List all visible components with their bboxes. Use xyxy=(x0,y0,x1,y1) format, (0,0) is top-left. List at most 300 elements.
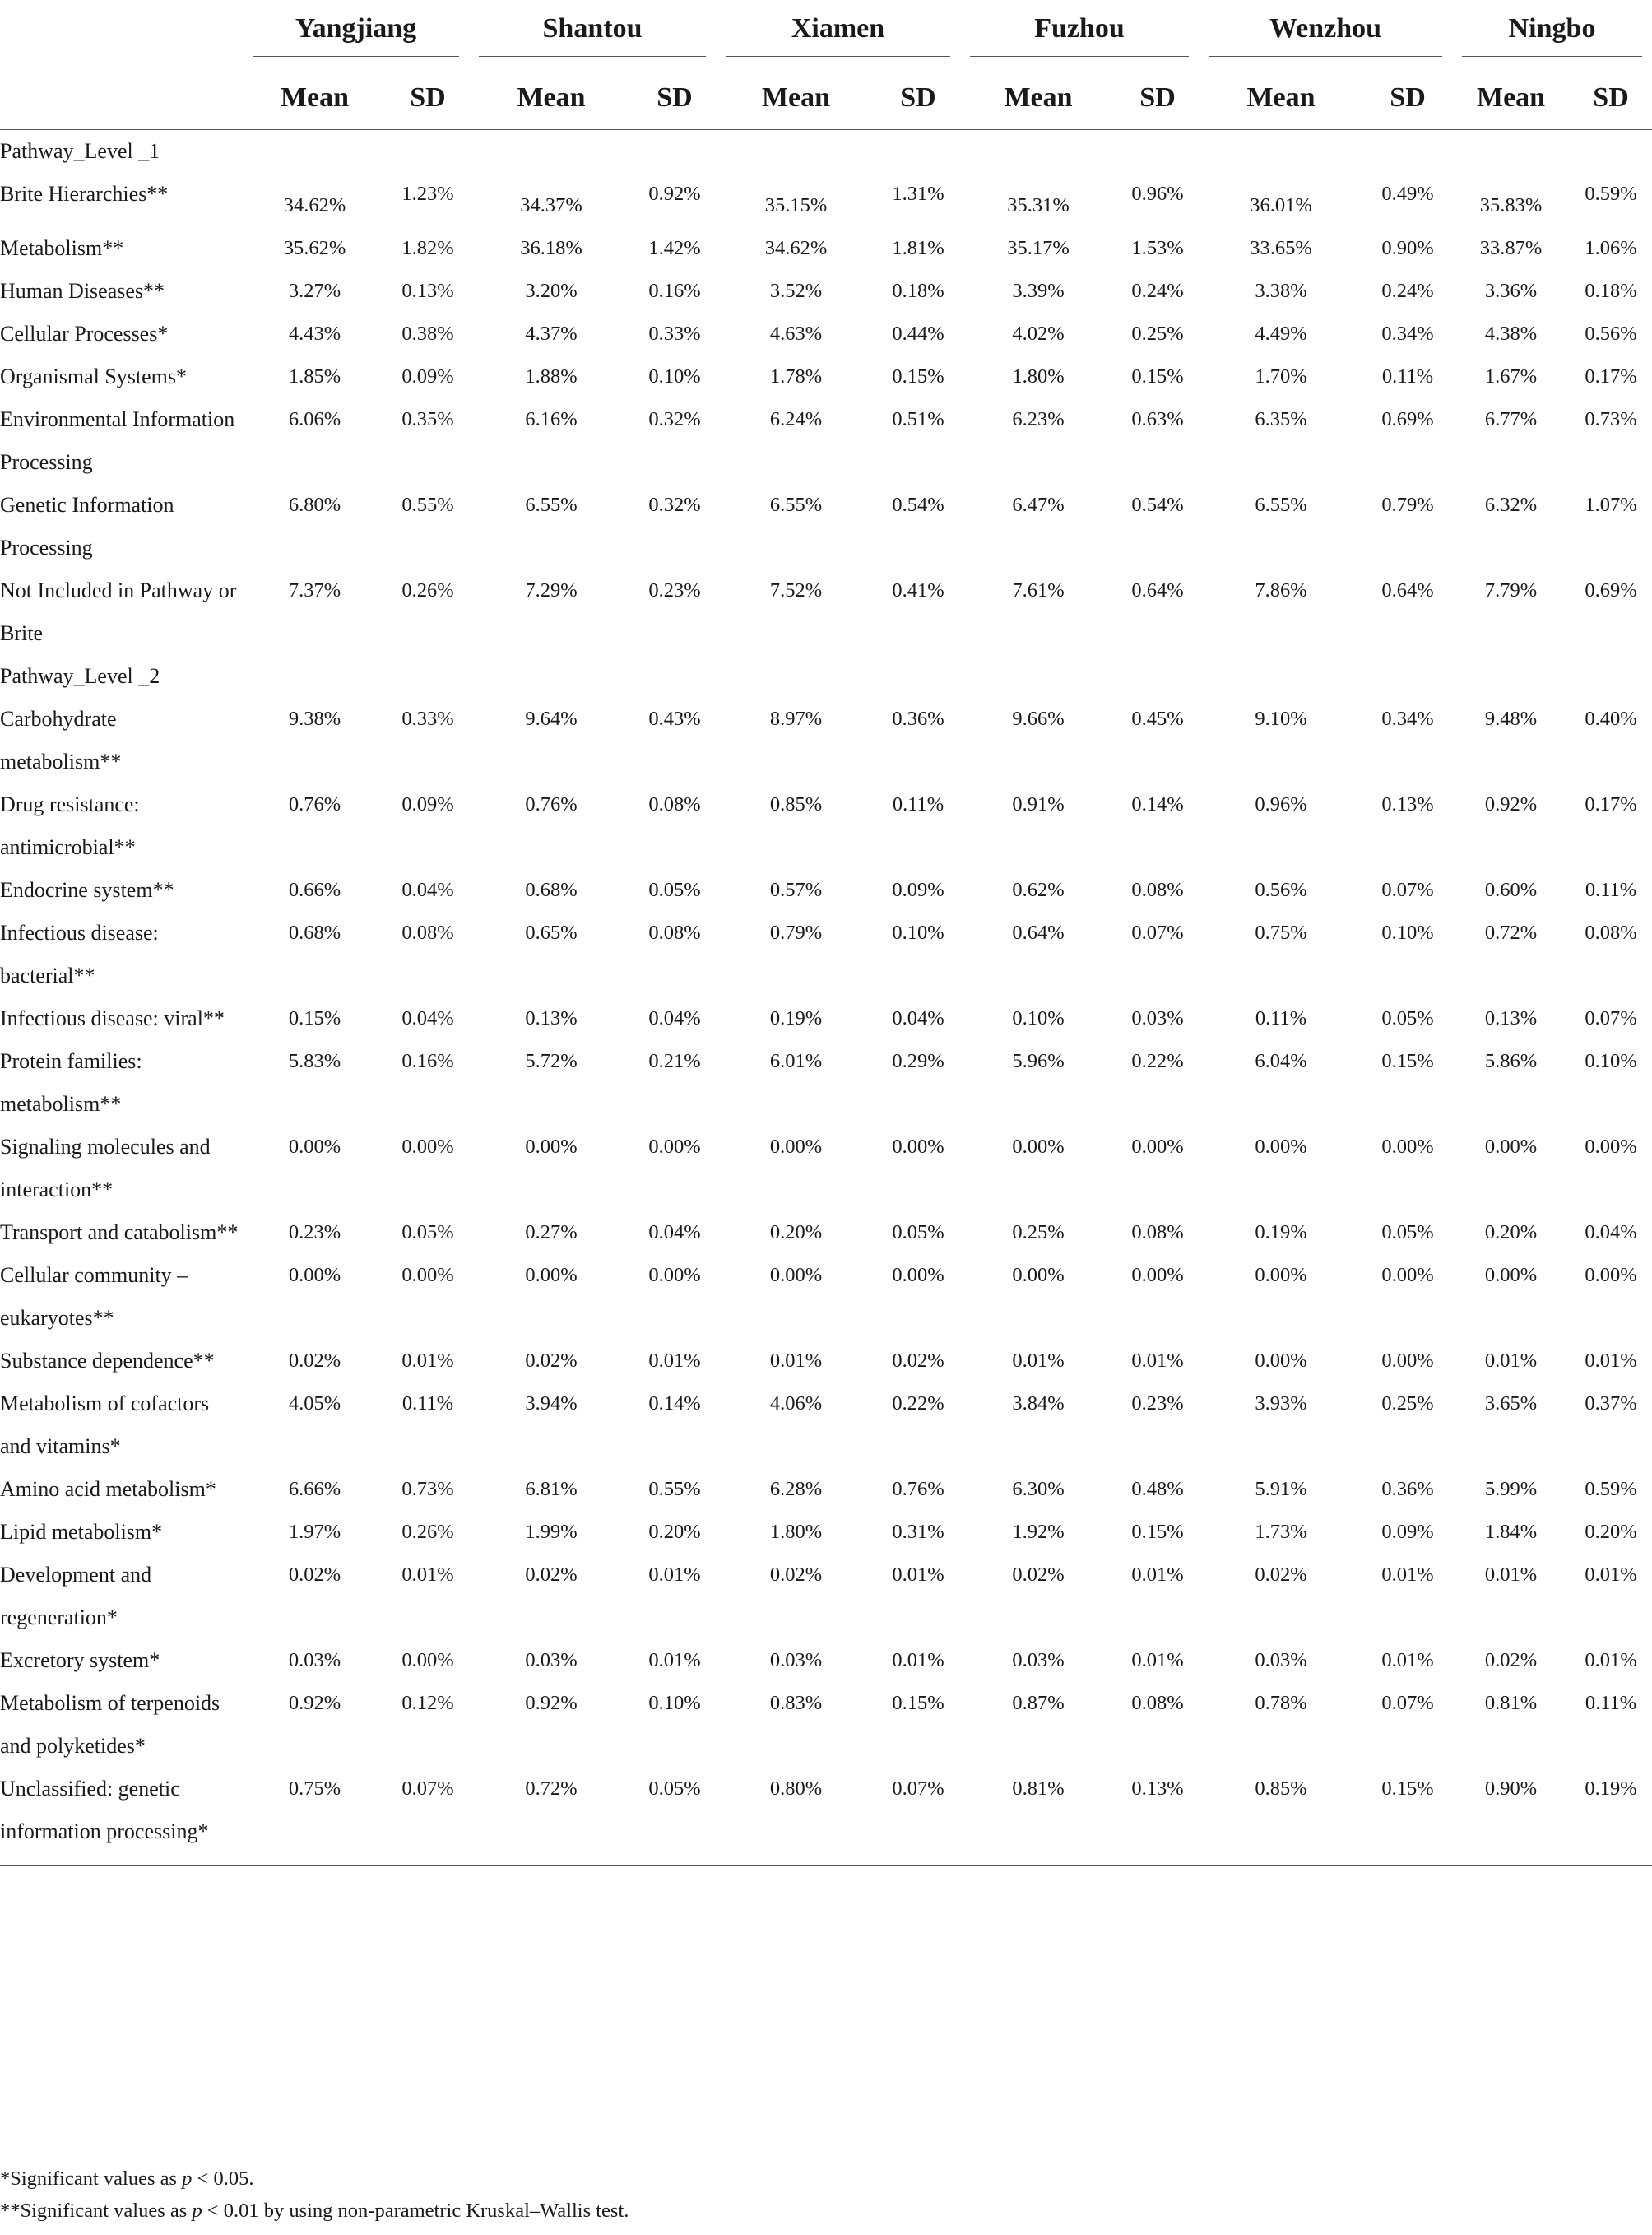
mean-value: 6.28% xyxy=(769,1478,823,1500)
mean-value: 35.17% xyxy=(1007,237,1070,259)
mean-value: 0.15% xyxy=(288,1007,341,1029)
mean-value: 4.06% xyxy=(769,1392,823,1415)
sd-value: 0.17% xyxy=(1585,365,1637,388)
sd-value: 0.07% xyxy=(892,1777,944,1800)
mean-value: 3.38% xyxy=(1255,280,1307,302)
table-row xyxy=(0,1040,1652,1126)
sd-value: 0.76% xyxy=(892,1478,944,1500)
mean-value: 4.05% xyxy=(288,1392,341,1415)
pathway-label: Development and regeneration* xyxy=(0,1563,152,1629)
sd-value: 0.04% xyxy=(892,1007,944,1029)
city-header xyxy=(243,0,469,66)
mean-value: 9.66% xyxy=(1012,708,1065,730)
mean-value: 1.97% xyxy=(288,1521,341,1543)
pathway-label: Drug resistance: antimicrobial** xyxy=(0,792,140,859)
sd-value: 0.15% xyxy=(892,1692,944,1714)
sd-value: 0.36% xyxy=(892,708,944,730)
sd-value: 1.31% xyxy=(892,183,944,205)
mean-value: 3.39% xyxy=(1012,280,1065,302)
mean-value: 0.00% xyxy=(1484,1264,1538,1286)
sd-value: 1.81% xyxy=(892,237,944,259)
pathway-label: Human Diseases** xyxy=(0,279,165,303)
sd-value: 0.01% xyxy=(892,1564,944,1586)
footnote-text: **Significant values as xyxy=(0,2200,193,2222)
mean-value: 5.86% xyxy=(1484,1050,1538,1072)
sd-value: 1.06% xyxy=(1585,237,1637,259)
mean-value: 0.85% xyxy=(1255,1777,1307,1800)
mean-value: 0.03% xyxy=(1255,1649,1307,1671)
sd-value: 0.35% xyxy=(401,408,454,430)
sd-value: 0.37% xyxy=(1585,1392,1637,1415)
sd-value: 0.51% xyxy=(892,408,944,430)
pathway-label: Genetic Information Processing xyxy=(0,493,174,560)
mean-value: 0.02% xyxy=(525,1350,578,1372)
pathway-label: Lipid metabolism* xyxy=(0,1520,163,1544)
sd-value: 0.18% xyxy=(1585,280,1637,302)
sd-value: 0.09% xyxy=(401,793,454,815)
mean-value: 0.20% xyxy=(1484,1221,1538,1243)
sd-header: SD xyxy=(1363,66,1452,130)
sd-value: 0.01% xyxy=(1131,1649,1184,1671)
sd-value: 0.01% xyxy=(1381,1649,1434,1671)
sd-value: 0.32% xyxy=(648,494,701,516)
sd-value: 0.07% xyxy=(1381,879,1434,901)
mean-value: 4.37% xyxy=(525,323,578,345)
sd-value: 0.73% xyxy=(1585,408,1637,430)
sd-value: 0.00% xyxy=(401,1264,454,1286)
mean-value: 0.57% xyxy=(769,879,823,901)
city-header xyxy=(1199,0,1452,66)
sd-value: 0.64% xyxy=(1131,579,1184,602)
mean-value: 0.64% xyxy=(1012,922,1065,944)
pathway-label: Infectious disease: bacterial** xyxy=(0,921,159,987)
sd-value: 0.01% xyxy=(892,1649,944,1671)
sd-value: 0.00% xyxy=(1131,1264,1184,1286)
pathway-label: Unclassified: genetic information processing* xyxy=(0,1777,209,1843)
table-row xyxy=(0,997,1652,1040)
empty-cell xyxy=(1452,130,1570,174)
mean-header: Mean xyxy=(960,66,1116,130)
mean-value: 4.38% xyxy=(1484,323,1538,345)
sd-value: 0.34% xyxy=(1381,708,1434,730)
sd-value: 0.08% xyxy=(1131,879,1184,901)
mean-sd-header-row xyxy=(0,66,1652,130)
mean-value: 0.62% xyxy=(1012,879,1065,901)
mean-value: 3.94% xyxy=(525,1392,578,1415)
sd-value: 0.22% xyxy=(1131,1050,1184,1072)
sd-value: 0.01% xyxy=(1585,1350,1637,1372)
mean-value: 1.80% xyxy=(1012,365,1065,388)
mean-value: 0.80% xyxy=(769,1777,823,1800)
sd-value: 0.26% xyxy=(401,1521,454,1543)
sd-value: 0.79% xyxy=(1381,494,1434,516)
mean-value: 1.70% xyxy=(1255,365,1307,388)
sd-value: 0.07% xyxy=(1131,922,1184,944)
mean-value: 0.60% xyxy=(1484,879,1538,901)
sd-value: 0.29% xyxy=(892,1050,944,1072)
sd-value: 0.41% xyxy=(892,579,944,602)
sd-value: 0.56% xyxy=(1585,323,1637,345)
mean-value: 6.55% xyxy=(1255,494,1307,516)
pathway-label: Cellular Processes* xyxy=(0,322,169,346)
mean-value: 0.02% xyxy=(288,1350,341,1372)
table-row xyxy=(0,783,1652,869)
mean-value: 0.00% xyxy=(1255,1264,1307,1286)
mean-value: 0.75% xyxy=(288,1777,341,1800)
mean-value: 0.02% xyxy=(769,1564,823,1586)
mean-value: 7.86% xyxy=(1255,579,1307,602)
mean-value: 5.83% xyxy=(288,1050,341,1072)
mean-value: 4.02% xyxy=(1012,323,1065,345)
sd-value: 0.07% xyxy=(1585,1007,1637,1029)
sd-value: 0.69% xyxy=(1585,579,1637,602)
sd-value: 0.00% xyxy=(1585,1136,1637,1158)
sd-value: 0.23% xyxy=(1131,1392,1184,1415)
mean-value: 3.65% xyxy=(1484,1392,1538,1415)
table-row xyxy=(0,1682,1652,1768)
footnote-p-symbol: p xyxy=(192,2200,202,2222)
empty-cell xyxy=(633,655,716,698)
corner-cell xyxy=(0,66,243,130)
sd-value: 0.90% xyxy=(1381,237,1434,259)
mean-value: 0.00% xyxy=(769,1264,823,1286)
mean-value: 0.90% xyxy=(1484,1777,1538,1800)
mean-value: 35.83% xyxy=(1479,194,1543,216)
empty-cell xyxy=(716,130,876,174)
sd-value: 0.49% xyxy=(1381,183,1434,205)
mean-value: 7.37% xyxy=(288,579,341,602)
mean-value: 6.16% xyxy=(525,408,578,430)
pathway-label: Amino acid metabolism* xyxy=(0,1477,216,1501)
sd-value: 0.00% xyxy=(648,1264,701,1286)
pathway-label: Endocrine system** xyxy=(0,878,174,902)
sd-value: 0.10% xyxy=(648,365,701,388)
sd-value: 0.00% xyxy=(648,1136,701,1158)
sd-value: 1.82% xyxy=(401,237,454,259)
mean-value: 5.96% xyxy=(1012,1050,1065,1072)
sd-value: 0.31% xyxy=(892,1521,944,1543)
sd-value: 0.00% xyxy=(1381,1350,1434,1372)
mean-value: 0.76% xyxy=(525,793,578,815)
table-row xyxy=(0,1768,1652,1866)
mean-value: 0.72% xyxy=(1484,922,1538,944)
mean-value: 0.23% xyxy=(288,1221,341,1243)
sd-value: 0.08% xyxy=(1131,1221,1184,1243)
sd-value: 0.20% xyxy=(1585,1521,1637,1543)
mean-header: Mean xyxy=(716,66,876,130)
sd-value: 0.15% xyxy=(1131,365,1184,388)
mean-value: 36.01% xyxy=(1250,194,1312,216)
sd-value: 0.02% xyxy=(892,1350,944,1372)
table-row xyxy=(0,1468,1652,1511)
city-header xyxy=(960,0,1199,66)
pathway-label: Metabolism** xyxy=(0,236,124,260)
footnote-p05 xyxy=(0,2163,629,2195)
sd-value: 0.09% xyxy=(892,879,944,901)
mean-value: 5.99% xyxy=(1484,1478,1538,1500)
sd-value: 0.01% xyxy=(1131,1564,1184,1586)
table-row xyxy=(0,313,1652,355)
sd-value: 0.63% xyxy=(1131,408,1184,430)
mean-value: 6.23% xyxy=(1012,408,1065,430)
mean-value: 0.00% xyxy=(1012,1136,1065,1158)
sd-value: 1.53% xyxy=(1131,237,1184,259)
mean-value: 6.35% xyxy=(1255,408,1307,430)
pathway-label: Substance dependence** xyxy=(0,1349,215,1373)
empty-cell xyxy=(1199,655,1363,698)
mean-value: 0.79% xyxy=(769,922,823,944)
sd-value: 0.04% xyxy=(1585,1221,1637,1243)
sd-value: 0.01% xyxy=(401,1564,454,1586)
sd-value: 0.12% xyxy=(401,1692,454,1714)
mean-value: 0.00% xyxy=(525,1264,578,1286)
mean-value: 33.65% xyxy=(1250,237,1312,259)
mean-value: 1.78% xyxy=(769,365,823,388)
mean-value: 3.84% xyxy=(1012,1392,1065,1415)
sd-value: 0.01% xyxy=(1585,1564,1637,1586)
mean-value: 0.56% xyxy=(1255,879,1307,901)
sd-value: 0.04% xyxy=(401,879,454,901)
sd-value: 0.19% xyxy=(1585,1777,1637,1800)
sd-value: 0.07% xyxy=(1381,1692,1434,1714)
mean-value: 0.78% xyxy=(1255,1692,1307,1714)
pathway-label: Protein families: metabolism** xyxy=(0,1049,142,1116)
mean-value: 6.66% xyxy=(288,1478,341,1500)
sd-value: 0.16% xyxy=(648,280,701,302)
mean-value: 7.29% xyxy=(525,579,578,602)
mean-value: 34.37% xyxy=(520,194,582,216)
mean-value: 1.88% xyxy=(525,365,578,388)
mean-value: 0.02% xyxy=(525,1564,578,1586)
table-row xyxy=(0,1382,1652,1468)
mean-value: 3.52% xyxy=(769,280,823,302)
mean-header: Mean xyxy=(243,66,387,130)
mean-value: 1.73% xyxy=(1255,1521,1307,1543)
pathway-label: Metabolism of cofactors and vitamins* xyxy=(0,1392,210,1458)
table-row xyxy=(0,355,1652,398)
pathway-label: Organismal Systems* xyxy=(0,365,188,388)
city-name: Ningbo xyxy=(1462,10,1642,57)
sd-value: 0.08% xyxy=(1131,1692,1184,1714)
sd-header: SD xyxy=(1570,66,1652,130)
section-title: Pathway_Level _2 xyxy=(0,664,160,688)
empty-cell xyxy=(716,655,876,698)
mean-value: 3.20% xyxy=(525,280,578,302)
empty-cell xyxy=(1116,655,1199,698)
mean-value: 9.64% xyxy=(525,708,578,730)
sd-value: 0.11% xyxy=(1381,365,1434,388)
sd-value: 0.01% xyxy=(1131,1350,1184,1372)
sd-value: 0.48% xyxy=(1131,1478,1184,1500)
mean-value: 0.68% xyxy=(288,922,341,944)
mean-value: 1.92% xyxy=(1012,1521,1065,1543)
mean-value: 6.01% xyxy=(769,1050,823,1072)
mean-value: 0.03% xyxy=(525,1649,578,1671)
mean-value: 7.52% xyxy=(769,579,823,602)
sd-value: 0.23% xyxy=(648,579,701,602)
pathway-label: Not Included in Pathway or Brite xyxy=(0,578,237,645)
mean-value: 0.81% xyxy=(1012,1777,1065,1800)
sd-value: 0.15% xyxy=(892,365,944,388)
mean-value: 0.02% xyxy=(1484,1649,1538,1671)
mean-value: 1.80% xyxy=(769,1521,823,1543)
empty-cell xyxy=(960,655,1116,698)
section-title: Pathway_Level _1 xyxy=(0,139,160,163)
sd-value: 1.42% xyxy=(648,237,701,259)
city-name: Xiamen xyxy=(726,10,950,57)
sd-value: 0.45% xyxy=(1131,708,1184,730)
mean-value: 34.62% xyxy=(283,194,346,216)
mean-value: 3.93% xyxy=(1255,1392,1307,1415)
sd-value: 0.26% xyxy=(401,579,454,602)
sd-value: 0.08% xyxy=(648,922,701,944)
table-header xyxy=(0,0,1652,130)
mean-value: 1.84% xyxy=(1484,1521,1538,1543)
mean-value: 6.47% xyxy=(1012,494,1065,516)
mean-value: 0.87% xyxy=(1012,1692,1065,1714)
mean-value: 0.83% xyxy=(769,1692,823,1714)
pathway-label: Environmental Information Processing xyxy=(0,407,235,474)
sd-value: 0.00% xyxy=(401,1649,454,1671)
mean-value: 0.03% xyxy=(288,1649,341,1671)
table-row xyxy=(0,270,1652,313)
sd-value: 0.33% xyxy=(401,708,454,730)
sd-value: 0.04% xyxy=(648,1221,701,1243)
sd-value: 0.44% xyxy=(892,323,944,345)
empty-cell xyxy=(387,130,469,174)
mean-value: 4.49% xyxy=(1255,323,1307,345)
sd-value: 0.01% xyxy=(648,1564,701,1586)
mean-value: 7.61% xyxy=(1012,579,1065,602)
sd-value: 0.13% xyxy=(401,280,454,302)
sd-value: 0.11% xyxy=(401,1392,454,1415)
footnote-text: *Significant values as xyxy=(0,2168,183,2190)
mean-value: 0.00% xyxy=(1255,1350,1307,1372)
sd-value: 0.25% xyxy=(1131,323,1184,345)
sd-value: 0.55% xyxy=(648,1478,701,1500)
sd-value: 0.24% xyxy=(1381,280,1434,302)
mean-value: 34.62% xyxy=(764,237,828,259)
sd-value: 0.00% xyxy=(892,1136,944,1158)
mean-value: 0.03% xyxy=(769,1649,823,1671)
city-name: Wenzhou xyxy=(1209,10,1442,57)
mean-value: 0.25% xyxy=(1012,1221,1065,1243)
section-header-row xyxy=(0,655,1652,698)
sd-value: 0.33% xyxy=(648,323,701,345)
sd-value: 0.24% xyxy=(1131,280,1184,302)
table-row xyxy=(0,569,1652,655)
sd-value: 0.16% xyxy=(401,1050,454,1072)
corner-cell xyxy=(0,0,243,66)
sd-value: 0.43% xyxy=(648,708,701,730)
sd-value: 0.07% xyxy=(401,1777,454,1800)
mean-value: 6.81% xyxy=(525,1478,578,1500)
sd-value: 0.08% xyxy=(401,922,454,944)
footnote-text: < 0.05. xyxy=(192,2168,254,2190)
sd-value: 0.18% xyxy=(892,280,944,302)
sd-value: 0.15% xyxy=(1381,1777,1434,1800)
mean-value: 0.00% xyxy=(525,1136,578,1158)
pathway-label: Transport and catabolism** xyxy=(0,1220,239,1244)
table-row xyxy=(0,484,1652,569)
sd-value: 0.08% xyxy=(1585,922,1637,944)
mean-value: 9.48% xyxy=(1484,708,1538,730)
footnotes xyxy=(0,2163,629,2227)
sd-value: 0.10% xyxy=(892,922,944,944)
sd-value: 0.11% xyxy=(1585,879,1637,901)
table-bottom-rule xyxy=(0,1866,1652,1916)
mean-value: 35.31% xyxy=(1007,194,1070,216)
mean-value: 6.55% xyxy=(525,494,578,516)
sd-value: 0.01% xyxy=(1585,1649,1637,1671)
empty-cell xyxy=(1452,655,1570,698)
city-header-row xyxy=(0,0,1652,66)
table-row xyxy=(0,698,1652,783)
city-name: Fuzhou xyxy=(970,10,1189,57)
empty-cell xyxy=(1363,130,1452,174)
footnote-text: < 0.01 by using non-parametric Kruskal–Wallis test. xyxy=(202,2200,629,2222)
empty-cell xyxy=(243,130,387,174)
empty-cell xyxy=(1199,130,1363,174)
sd-value: 0.09% xyxy=(401,365,454,388)
sd-value: 0.59% xyxy=(1585,183,1637,205)
mean-value: 36.18% xyxy=(520,237,582,259)
mean-value: 0.00% xyxy=(1484,1136,1538,1158)
mean-value: 0.19% xyxy=(769,1007,823,1029)
pathway-label: Cellular community – eukaryotes** xyxy=(0,1263,188,1330)
table-row xyxy=(0,912,1652,997)
city-header xyxy=(716,0,960,66)
table-row xyxy=(0,227,1652,270)
city-name: Shantou xyxy=(479,10,706,57)
sd-value: 0.04% xyxy=(401,1007,454,1029)
sd-value: 0.00% xyxy=(401,1136,454,1158)
sd-value: 0.05% xyxy=(892,1221,944,1243)
mean-value: 0.03% xyxy=(1012,1649,1065,1671)
sd-value: 0.69% xyxy=(1381,408,1434,430)
sd-value: 0.38% xyxy=(401,323,454,345)
empty-cell xyxy=(1570,130,1652,174)
section-header-row xyxy=(0,130,1652,174)
mean-value: 0.10% xyxy=(1012,1007,1065,1029)
empty-cell xyxy=(1363,655,1452,698)
mean-value: 1.99% xyxy=(525,1521,578,1543)
empty-cell xyxy=(387,655,469,698)
table-row xyxy=(0,1254,1652,1340)
mean-value: 0.65% xyxy=(525,922,578,944)
table-row xyxy=(0,869,1652,912)
sd-value: 0.96% xyxy=(1131,183,1184,205)
sd-value: 0.01% xyxy=(648,1350,701,1372)
mean-value: 8.97% xyxy=(769,708,823,730)
mean-value: 6.55% xyxy=(769,494,823,516)
sd-value: 0.01% xyxy=(1381,1564,1434,1586)
table-row xyxy=(0,1126,1652,1211)
sd-value: 0.10% xyxy=(1585,1050,1637,1072)
sd-value: 0.05% xyxy=(648,1777,701,1800)
sd-value: 0.21% xyxy=(648,1050,701,1072)
sd-value: 0.10% xyxy=(648,1692,701,1714)
city-name: Yangjiang xyxy=(253,10,459,57)
mean-value: 35.15% xyxy=(764,194,828,216)
mean-value: 0.13% xyxy=(525,1007,578,1029)
sd-value: 0.04% xyxy=(648,1007,701,1029)
sd-value: 0.10% xyxy=(1381,922,1434,944)
mean-value: 0.00% xyxy=(769,1136,823,1158)
mean-value: 5.91% xyxy=(1255,1478,1307,1500)
mean-value: 3.36% xyxy=(1484,280,1538,302)
mean-value: 0.19% xyxy=(1255,1221,1307,1243)
